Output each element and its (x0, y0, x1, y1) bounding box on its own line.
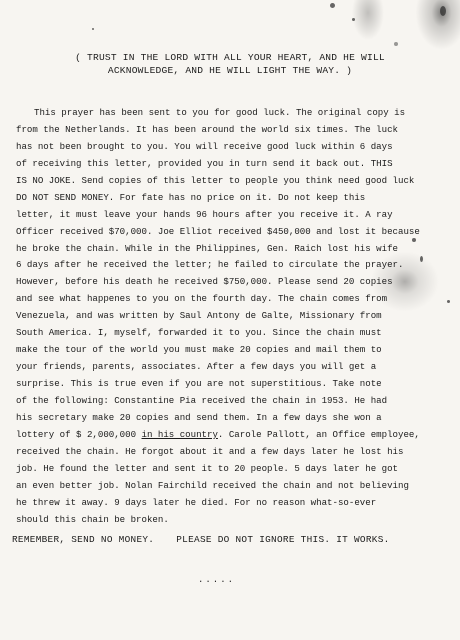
closing-line (12, 534, 442, 545)
scan-speck (352, 18, 355, 21)
body-line: from the Netherlands. It has been around the world six times. The luck (16, 123, 398, 135)
body-line: your friends, parents, associates. After a few days you will get a (16, 361, 377, 373)
body-line: This prayer has been sent to you for good luck. The original copy is (34, 107, 406, 118)
body-line: 6 days after he received the letter; he failed to circulate the prayer. (16, 259, 404, 271)
body-line: should this chain be broken. (16, 513, 169, 525)
letter-body (16, 105, 436, 528)
closing-right: PLEASE DO NOT IGNORE THIS. IT WORKS. (176, 534, 390, 545)
body-line: of the following: Constantine Pia received the chain in 1953. He had (16, 394, 388, 406)
body-line: Venezuela, and was written by Saul Antony de Galte, Missionary from (16, 310, 382, 322)
body-line: IS NO JOKE. Send copies of this letter to people you think need good luck (16, 174, 415, 186)
motto-line-2: ACKNOWLEDGE, AND HE WILL LIGHT THE WAY. ) (107, 65, 353, 76)
body-text-fragment: . Carole Pallott, an Office employee, (217, 428, 420, 440)
scan-mark (394, 42, 398, 46)
header-motto (24, 51, 436, 77)
scan-speck (330, 3, 335, 8)
body-line: DO NOT SEND MONEY. For fate has no price on it. Do not keep this (16, 191, 366, 203)
scan-speck (92, 28, 94, 30)
body-line: make the tour of the world you must make 20 copies and mail them to (16, 344, 382, 356)
body-line: he broke the chain. While in the Philippines, Gen. Raich lost his wife (16, 242, 398, 254)
body-line: and see what happenes to you on the fourth day. The chain comes from (16, 293, 388, 305)
body-line: an even better job. Nolan Fairchild received the chain and not believing (16, 479, 409, 491)
scan-speck (447, 300, 450, 303)
body-line: surprise. This is true even if you are not superstitious. Take note (16, 378, 382, 389)
body-line: has not been brought to you. You will receive good luck within 6 days (16, 140, 393, 152)
body-line: letter, it must leave your hands 96 hours after you receive it. A ray (16, 208, 393, 220)
body-line: of receiving this letter, provided you in turn send it back out. THIS (16, 157, 393, 169)
body-line: job. He found the letter and sent it to 20 people. 5 days later he got (16, 462, 398, 474)
body-line: However, before his death he received $750,000. Please send 20 copies (16, 276, 393, 288)
body-line (16, 427, 436, 444)
body-text-fragment: lottery of $ 2,000,000 (16, 428, 142, 440)
body-line: South America. I, myself, forwarded it to you. Since the chain must (16, 327, 382, 339)
body-line: Officer received $70,000. Joe Elliot received $450,000 and lost it because (16, 225, 420, 237)
body-line: his secretary make 20 copies and send them. In a few days she won a (16, 411, 382, 423)
body-line: he threw it away. 9 days later he died. For no reason what-so-ever (16, 496, 377, 508)
closing-left: REMEMBER, SEND NO MONEY. (12, 534, 155, 545)
body-line: received the chain. He forgot about it and a few days later he lost his (16, 445, 404, 457)
footer-dots: ..... (198, 575, 236, 585)
scan-speck (440, 6, 446, 16)
motto-line-1: ( TRUST IN THE LORD WITH ALL YOUR HEART, AND HE WILL (75, 52, 385, 63)
underlined-phrase: in his country (141, 428, 218, 440)
